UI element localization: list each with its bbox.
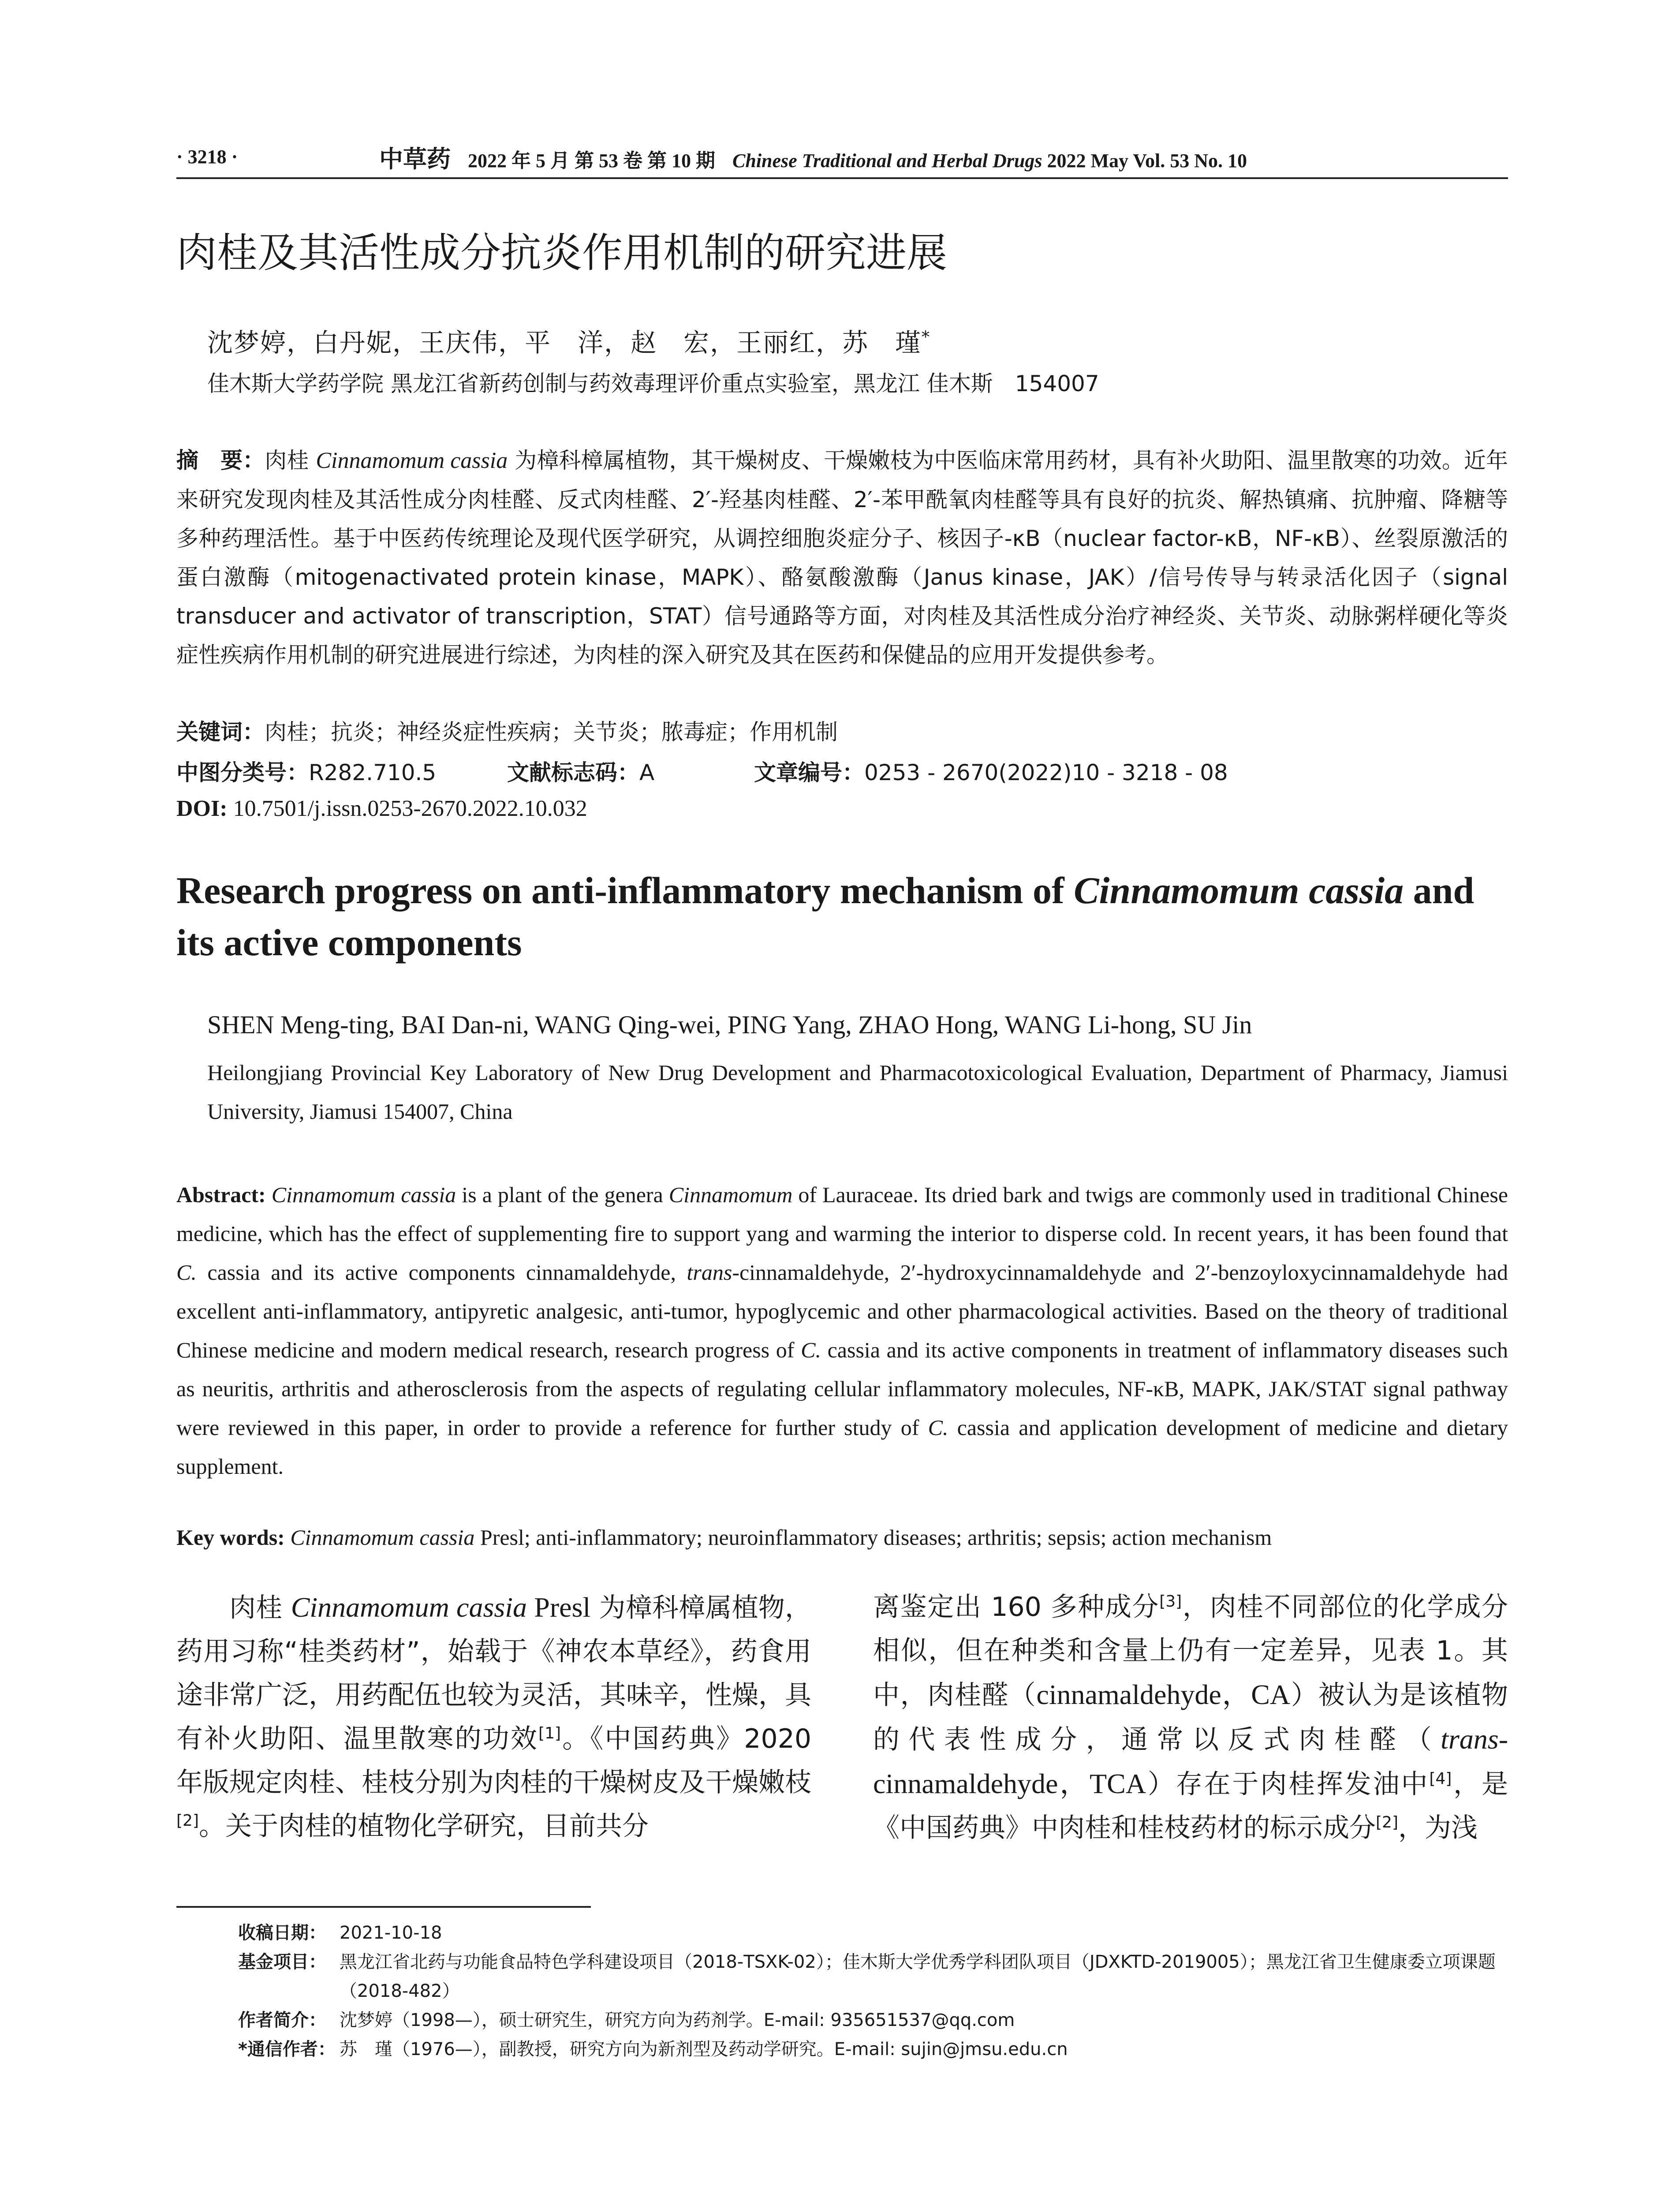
body-column-right: [873, 1585, 1508, 1850]
footnotes: [238, 1918, 1508, 2064]
body-right-f: ，为浅: [1398, 1813, 1478, 1843]
abstract-en-t1: is a plant of the genera: [456, 1182, 669, 1207]
authors-zh-names: 沈梦婷，白丹妮，王庆伟，平 洋，赵 宏，王丽红，苏 瑾: [207, 328, 922, 358]
abstract-zh-text-1: 肉桂: [265, 448, 316, 473]
affiliation-zh: 佳木斯大学药学院 黑龙江省新药创制与药效毒理评价重点实验室，黑龙江 佳木斯 154007: [207, 371, 1099, 396]
body-right-c: ）被认为是该植物的代表性成分，通常以反式肉桂醛（: [873, 1680, 1508, 1755]
citation-2: [2]: [176, 1812, 199, 1830]
body-left-d: 。关于肉桂的植物化学研究，目前共分: [199, 1811, 649, 1842]
body-right-tca: cinnamaldehyde，TCA: [873, 1768, 1146, 1799]
article-number-label: 文章编号：: [754, 760, 864, 785]
keywords-zh-text: 肉桂；抗炎；神经炎症性疾病；关节炎；脓毒症；作用机制: [265, 719, 838, 745]
footnote-label: 收稿日期：: [238, 1923, 326, 1943]
page-number: · 3218 ·: [176, 146, 238, 168]
body-right-trans: trans-: [1441, 1723, 1508, 1755]
footnote-label: 基金项目：: [238, 1952, 326, 1972]
body-right-a: 离鉴定出 160 多种成分: [873, 1592, 1160, 1622]
clc-label: 中图分类号：: [176, 760, 309, 785]
footnote-text: 沈梦婷（1998—），硕士研究生，研究方向为药剂学。E-mail: 935651537@qq.com: [340, 2010, 1015, 2030]
body-left-presl: Presl: [527, 1592, 591, 1623]
citation-4: [4]: [1429, 1770, 1452, 1788]
citation-1: [1]: [538, 1724, 561, 1742]
footnote-text: 苏 瑾（1976—），副教授，研究方向为新剂型及药动学研究。E-mail: sujin@jmsu.edu.cn: [340, 2039, 1068, 2059]
body-left-c: 。《中国药典》2020 年版规定肉桂、桂枝分别为肉桂的干燥树皮及干燥嫩枝: [176, 1723, 811, 1798]
footnote-corresponding: [238, 2035, 1508, 2064]
body-right-d: ）存在于肉桂挥发油中: [1146, 1769, 1430, 1800]
citation-2b: [2]: [1376, 1813, 1398, 1831]
clc-number: [176, 755, 436, 787]
abstract-en-i5: C.: [801, 1338, 821, 1362]
abstract-en-t4: -cinnamaldehyde, 2′-hydroxycinnamaldehyde and 2′-benzoyloxycinnamaldehyde had excellent anti-inflammatory, antipyretic analgesic, anti-tumor, hypoglycemic and other pharmacological activities. Based on the theory of traditional Chinese medicine and modern medical research, research progress of: [176, 1260, 1508, 1362]
article-number-value: 0253 - 2670(2022)10 - 3218 - 08: [864, 760, 1228, 785]
header-center: [379, 140, 1247, 174]
title-en-part1: Research progress on anti-inflammatory mechanism of: [176, 869, 1074, 912]
abstract-en-i4: trans: [687, 1260, 732, 1285]
title-en: [176, 864, 1508, 968]
keywords-en-text: Presl; anti-inflammatory; neuroinflammatory diseases; arthritis; sepsis; action mechanism: [474, 1525, 1272, 1550]
footnote-label: 作者简介：: [238, 2010, 326, 2030]
footnote-text: 黑龙江省北药与功能食品特色学科建设项目（2018-TSXK-02）；佳木斯大学优秀学科团队项目（JDXKTD-2019005）；黑龙江省卫生健康委立项课题（2018-482）: [340, 1952, 1496, 2001]
abstract-en-i6: C.: [928, 1415, 948, 1440]
doc-code-label: 文献标志码：: [507, 760, 639, 785]
keywords-zh: [176, 714, 838, 746]
issue-en: 2022 May Vol. 53 No. 10: [1047, 150, 1247, 172]
authors-en: SHEN Meng-ting, BAI Dan-ni, WANG Qing-wei, PING Yang, ZHAO Hong, WANG Li-hong, SU Jin: [207, 1010, 1252, 1039]
title-zh: 肉桂及其活性成分抗炎作用机制的研究进展: [176, 229, 948, 277]
abstract-en-i3: C.: [176, 1260, 197, 1285]
footnote-text: 2021-10-18: [340, 1923, 442, 1943]
journal-name-zh: 中草药: [379, 145, 451, 173]
body-left-b: 为樟科樟属植物，药用习称“桂类药材”，始载于《神农本草经》，药食用途非常广泛，用药配伍也较为灵活，其味辛，性燥，具有补火助阳、温里散寒的功效: [176, 1592, 812, 1754]
doi-label: DOI:: [176, 796, 228, 821]
footnote-label: *通信作者：: [238, 2039, 336, 2059]
body-left-a: 肉桂: [229, 1592, 291, 1623]
footnote-author: [238, 2006, 1508, 2035]
doi: [176, 796, 587, 822]
running-header: [176, 140, 1508, 176]
footnote-rule: [176, 1906, 591, 1908]
footnote-funding: [238, 1947, 1508, 2006]
article-number: [754, 755, 1228, 787]
abstract-en-t5: cassia and its active components in treatment of inflammatory diseases such as neuritis, arthritis and atherosclerosis from the aspects of regulating cellular inflammatory molecules, NF-κB, MAPK, JAK/STAT signal pathway were reviewed in this paper, in order to provide a reference for further study of: [176, 1338, 1508, 1440]
doi-value: 10.7501/j.issn.0253-2670.2022.10.032: [227, 796, 587, 821]
body-right-ca: cinnamaldehyde，CA: [1036, 1679, 1291, 1710]
footnote-received: [238, 1918, 1508, 1947]
abstract-en-t2: of Lauraceae. Its dried bark and twigs are commonly used in traditional Chinese medicine, which has the effect of supplementing fire to support yang and warming the interior to disperse cold. In recent years, it has been found that: [176, 1182, 1508, 1246]
doc-code-value: A: [639, 760, 655, 785]
affiliation-en: Heilongjiang Provincial Key Laboratory of New Drug Development and Pharmacotoxicological Evaluation, Department of Pharmacy, Jiamusi University, Jiamusi 154007, China: [207, 1060, 1508, 1124]
body-column-left: [176, 1585, 811, 1848]
journal-name-en: Chinese Traditional and Herbal Drugs: [732, 150, 1042, 172]
abstract-en-label: Abstract:: [176, 1182, 266, 1207]
keywords-en: [176, 1525, 1508, 1550]
body-right-e: ，是《中国药典》中肉桂和桂枝药材的标示成分: [873, 1769, 1508, 1843]
abstract-zh-latin: Cinnamomum cassia: [316, 448, 508, 473]
document-code: [507, 755, 654, 787]
authors-zh: [207, 322, 930, 359]
keywords-en-italic: Cinnamomum cassia: [290, 1525, 475, 1550]
abstract-en-t6: cassia and application development of medicine and dietary supplement.: [176, 1415, 1508, 1479]
abstract-zh-text-2: 为樟科樟属植物，其干燥树皮、干燥嫩枝为中医临床常用药材，具有补火助阳、温里散寒的功效。近年来研究发现肉桂及其活性成分肉桂醛、反式肉桂醛、2′-羟基肉桂醛、2′-苯甲酰氧肉桂醛等具有良好的抗炎、解热镇痛、抗肿瘤、降糖等多种药理活性。基于中医药传统理论及现代医学研究，从调控细胞炎症分子、核因子-κB（nuclear factor-κB，NF-κB）、丝裂原激活的蛋白激酶（mitogenactivated protein kinase，MAPK）、酪氨酸激酶（Janus kinase，JAK）/信号传导与转录活化因子（signal transducer and activator of transcription，STAT）信号通路等方面，对肉桂及其活性成分治疗神经炎、关节炎、动脉粥样硬化等炎症性疾病作用机制的研究进展进行综述，为肉桂的深入研究及其在医药和保健品的应用开发提供参考。: [176, 448, 1508, 668]
body-right-b: ，肉桂不同部位的化学成分相似，但在种类和含量上仍有一定差异，见表 1。其中，肉桂醛（: [873, 1592, 1508, 1711]
abstract-en-t3: cassia and its active components cinnamaldehyde,: [196, 1260, 687, 1285]
title-en-italic: Cinnamomum cassia: [1074, 869, 1404, 912]
body-left-latin: Cinnamomum cassia: [291, 1592, 527, 1623]
abstract-zh: [176, 441, 1508, 674]
abstract-en-i2: Cinnamomum: [668, 1182, 793, 1207]
corresponding-mark: *: [922, 328, 931, 347]
issue-zh: 2022 年 5 月 第 53 卷 第 10 期: [468, 150, 715, 172]
abstract-zh-label: 摘 要：: [176, 448, 265, 473]
header-rule: [176, 177, 1508, 179]
abstract-en-i1: Cinnamomum cassia: [271, 1182, 456, 1207]
clc-value: R282.710.5: [309, 760, 437, 785]
title-en-part2: and its active components: [176, 869, 1475, 964]
abstract-en: [176, 1175, 1508, 1486]
keywords-en-label: Key words:: [176, 1525, 285, 1550]
citation-3: [3]: [1159, 1592, 1182, 1611]
keywords-zh-label: 关键词：: [176, 719, 265, 745]
